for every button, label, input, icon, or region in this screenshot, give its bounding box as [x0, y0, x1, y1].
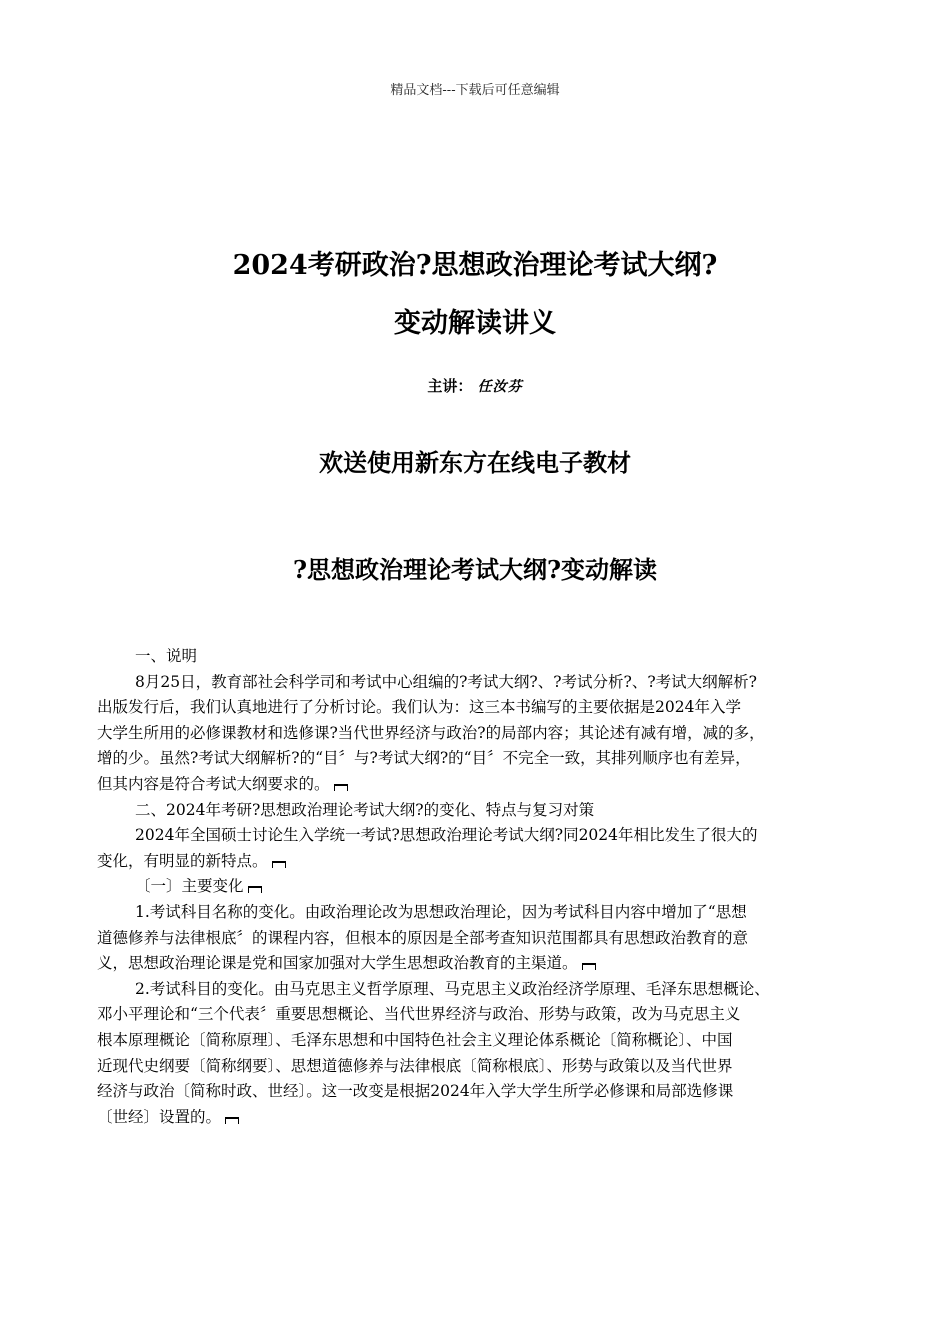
- subheading-main-changes: [97, 874, 873, 900]
- document-title-line-2: 变动解读讲义: [394, 308, 556, 339]
- section-title: ?思想政治理论考试大纲?变动解读: [292, 555, 658, 584]
- paragraph-2-line-2-text: 变化，有明显的新特点。: [97, 851, 268, 870]
- paragraph-3-line-3-text: 义，思想政治理论课是党和国家加强对大学生思想政治教育的主渠道。: [97, 954, 578, 973]
- lecturer-name: 任汝芬: [477, 379, 523, 395]
- body-text: [97, 644, 873, 1130]
- document-title-line-1: 2024考研政治?思想政治理论考试大纲?: [232, 250, 718, 281]
- paragraph-mark-icon: [582, 963, 596, 970]
- heading-changes: 二、2024年考研?思想政治理论考试大纲?的变化、特点与复习对策: [135, 800, 595, 819]
- paragraph-4-line-6: [97, 1105, 873, 1131]
- paragraph-3-line-1: 1.考试科目名称的变化。由政治理论改为思想政治理论，因为考试科目内容中增加了“思想: [135, 902, 747, 921]
- paragraph-3: [97, 900, 873, 977]
- heading-explanation: 一、说明: [135, 647, 198, 665]
- paragraph-4-line-3: 根本原理概论〔简称原理〕、毛泽东思想和中国特色社会主义理论体系概论〔简称概论〕、中国: [97, 1030, 733, 1049]
- paragraph-2: [97, 823, 873, 874]
- paragraph-4-line-6-text: 〔世经〕设置的。: [97, 1107, 222, 1126]
- paragraph-mark-icon: [272, 861, 286, 868]
- welcome-heading: 欢送使用新东方在线电子教材: [319, 448, 631, 477]
- paragraph-4: [97, 977, 873, 1131]
- paragraph-1-line-5: [97, 772, 873, 798]
- paragraph-mark-icon: [248, 886, 262, 893]
- paragraph-mark-icon: [225, 1117, 239, 1124]
- paragraph-3-line-3: [97, 951, 873, 977]
- paragraph-1-line-1: 8月25日，教育部社会科学司和考试中心组编的?考试大纲?、?考试分析?、?考试大纲解析?: [135, 672, 757, 691]
- lecturer-line: [0, 375, 950, 396]
- paragraph-1-line-2: 出版发行后，我们认真地进行了分析讨论。我们认为：这三本书编写的主要依据是2024年入学: [97, 698, 741, 717]
- running-header: 精品文档---下载后可任意编辑: [390, 83, 560, 98]
- paragraph-4-line-5: 经济与政治〔简称时政、世经〕。这一改变是根据2024年入学大学生所学必修课和局部选修课: [97, 1082, 734, 1101]
- paragraph-2-line-2: [97, 849, 873, 875]
- paragraph-1: [97, 670, 873, 798]
- paragraph-2-line-1: 2024年全国硕士讨论生入学统一考试?思想政治理论考试大纲?同2024年相比发生了很大的: [135, 826, 758, 845]
- subheading-main-changes-text: 〔一〕主要变化: [135, 877, 244, 896]
- paragraph-1-line-3: 大学生所用的必修课教材和选修课?当代世界经济与政治?的局部内容；其论述有减有增，减的多，: [97, 723, 765, 742]
- paragraph-3-line-2: 道德修养与法律根底〞的课程内容，但根本的原因是全部考查知识范围都具有思想政治教育的意: [97, 928, 749, 947]
- paragraph-1-line-5-text: 但其内容是符合考试大纲要求的。: [97, 774, 330, 793]
- paragraph-4-line-1: 2.考试科目的变化。由马克思主义哲学原理、马克思主义政治经济学原理、毛泽东思想概论、: [135, 979, 770, 998]
- paragraph-4-line-4: 近现代史纲要〔简称纲要〕、思想道德修养与法律根底〔简称根底〕、形势与政策以及当代世界: [97, 1056, 733, 1075]
- lecturer-label: 主讲：: [427, 377, 473, 395]
- paragraph-mark-icon: [334, 784, 348, 791]
- paragraph-4-line-2: 邓小平理论和“三个代表〞重要思想概论、当代世界经济与政治、形势与政策，改为马克思主义: [97, 1005, 741, 1024]
- paragraph-1-line-4: 增的少。虽然?考试大纲解析?的“目〞与?考试大纲?的“目〞不完全一致，其排列顺序也有差异，: [97, 749, 751, 768]
